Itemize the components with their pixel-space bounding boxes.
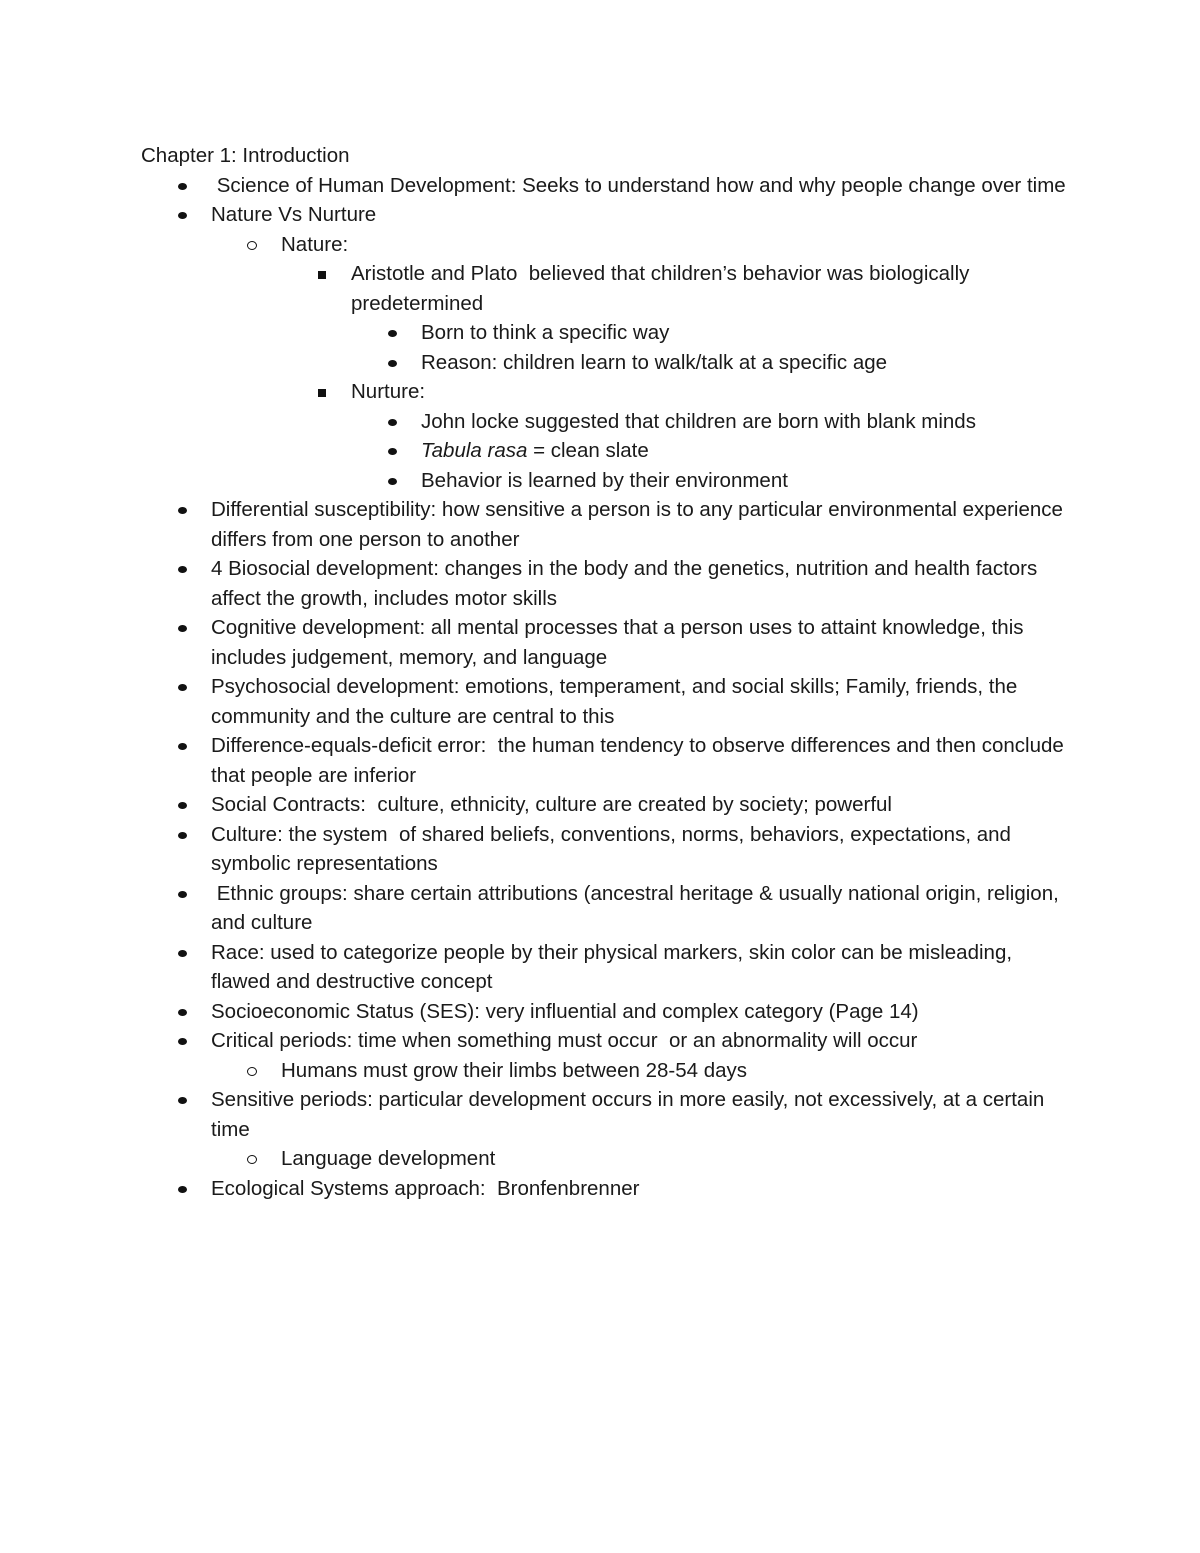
list-item (351, 466, 1071, 496)
bullet-disc-icon (178, 891, 187, 898)
list-item (281, 377, 1071, 495)
item-text: Social Contracts: culture, ethnicity, culture are created by society; powerful (211, 793, 892, 816)
bullet-disc-icon (178, 684, 187, 691)
bullet-disc-icon (388, 478, 397, 485)
bullet-disc-icon (178, 183, 187, 190)
item-text: Nature: (281, 232, 349, 256)
list-item (141, 790, 1071, 820)
item-text: Nurture: (351, 380, 426, 403)
list-item (211, 1056, 1071, 1086)
tabula-rasa-term: Tabula rasa (421, 439, 528, 462)
bullet-circle-icon (247, 241, 257, 250)
notes-list (141, 171, 1071, 1204)
sensitive-periods-sublist (211, 1144, 1071, 1174)
item-text: Differential susceptibility: how sensitive a person is to any particular environmental experience differs from one person to another (211, 498, 1063, 551)
list-item (141, 1174, 1071, 1204)
item-text: Nature Vs Nurture (211, 203, 377, 226)
item-text: Critical periods: time when something must occur or an abnormality will occur (211, 1029, 918, 1052)
item-text: Ethnic groups: share certain attributions (ancestral heritage & usually national origin, religion, and culture (211, 881, 1065, 934)
nature-sublist (281, 259, 1071, 495)
bullet-disc-icon (178, 832, 187, 839)
list-item (141, 672, 1071, 731)
list-item (281, 259, 1071, 377)
critical-periods-sublist (211, 1056, 1071, 1086)
bullet-disc-icon (178, 802, 187, 809)
bullet-disc-icon (178, 625, 187, 632)
list-item (141, 820, 1071, 879)
list-item (211, 1144, 1071, 1174)
list-item (141, 731, 1071, 790)
item-text: Difference-equals-deficit error: the human tendency to observe differences and then conclude that people are inferior (211, 734, 1070, 787)
bullet-disc-icon (178, 1009, 187, 1016)
list-item (351, 348, 1071, 378)
bullet-disc-icon (178, 212, 187, 219)
list-item (141, 1085, 1071, 1174)
nurture-sublist (351, 407, 1071, 496)
bullet-circle-icon (247, 1155, 257, 1164)
item-text: Culture: the system of shared beliefs, conventions, norms, behaviors, expectations, and symbolic representations (211, 822, 1017, 875)
list-item (141, 613, 1071, 672)
bullet-circle-icon (247, 1067, 257, 1076)
list-item (141, 171, 1071, 201)
item-text: John locke suggested that children are born with blank minds (421, 409, 976, 433)
tabula-rasa-definition: = clean slate (527, 439, 649, 462)
item-text: Language development (281, 1147, 496, 1170)
item-text: Ecological Systems approach: Bronfenbrenner (211, 1176, 640, 1200)
list-item (351, 436, 1071, 466)
list-item (141, 938, 1071, 997)
nature-nurture-sublist (211, 230, 1071, 496)
item-text: 4 Biosocial development: changes in the body and the genetics, nutrition and health factors affect the growth, includes motor skills (211, 557, 1038, 610)
item-text: Race: used to categorize people by their physical markers, skin color can be misleading, flawed and destructive concept (211, 940, 1013, 993)
list-item (141, 1026, 1071, 1085)
bullet-disc-icon (388, 419, 397, 426)
bullet-disc-icon (388, 448, 397, 455)
item-text: Aristotle and Plato believed that children’s behavior was biologically predetermined (351, 262, 976, 315)
bullet-disc-icon (178, 566, 187, 573)
list-item (141, 495, 1071, 554)
item-text: Humans must grow their limbs between 28-54 days (281, 1058, 748, 1082)
bullet-disc-icon (178, 950, 187, 957)
bullet-disc-icon (388, 360, 397, 367)
list-item (141, 200, 1071, 495)
list-item (141, 879, 1071, 938)
bullet-disc-icon (178, 1038, 187, 1045)
item-text: Cognitive development: all mental processes that a person uses to attaint knowledge, this includes judgement, memory, and language (211, 616, 1024, 669)
item-text: Psychosocial development: emotions, temperament, and social skills; Family, friends, the community and the culture are central to this (211, 675, 1018, 728)
chapter-title: Chapter 1: Introduction (141, 144, 350, 167)
bullet-disc-icon (178, 743, 187, 750)
item-text: Behavior is learned by their environment (421, 468, 788, 492)
list-item (211, 230, 1071, 496)
list-item (351, 407, 1071, 437)
item-text: Socioeconomic Status (SES): very influential and complex category (Page 14) (211, 999, 919, 1023)
list-item (141, 554, 1071, 613)
item-text: Sensitive periods: particular development occurs in more easily, not excessively, at a certain time (211, 1088, 1045, 1141)
bullet-disc-icon (388, 330, 397, 337)
item-text: Science of Human Development: Seeks to understand how and why people change over time (211, 173, 1066, 197)
list-item (141, 997, 1071, 1027)
bullet-disc-icon (178, 507, 187, 514)
bullet-disc-icon (178, 1186, 187, 1193)
aristotle-sublist (351, 318, 1071, 377)
bullet-square-icon (318, 271, 326, 279)
item-text (421, 436, 1071, 466)
item-text: Reason: children learn to walk/talk at a specific age (421, 350, 888, 374)
bullet-disc-icon (178, 1097, 187, 1104)
document-body (141, 141, 1071, 1203)
bullet-square-icon (318, 389, 326, 397)
list-item (351, 318, 1071, 348)
item-text: Born to think a specific way (421, 321, 670, 344)
